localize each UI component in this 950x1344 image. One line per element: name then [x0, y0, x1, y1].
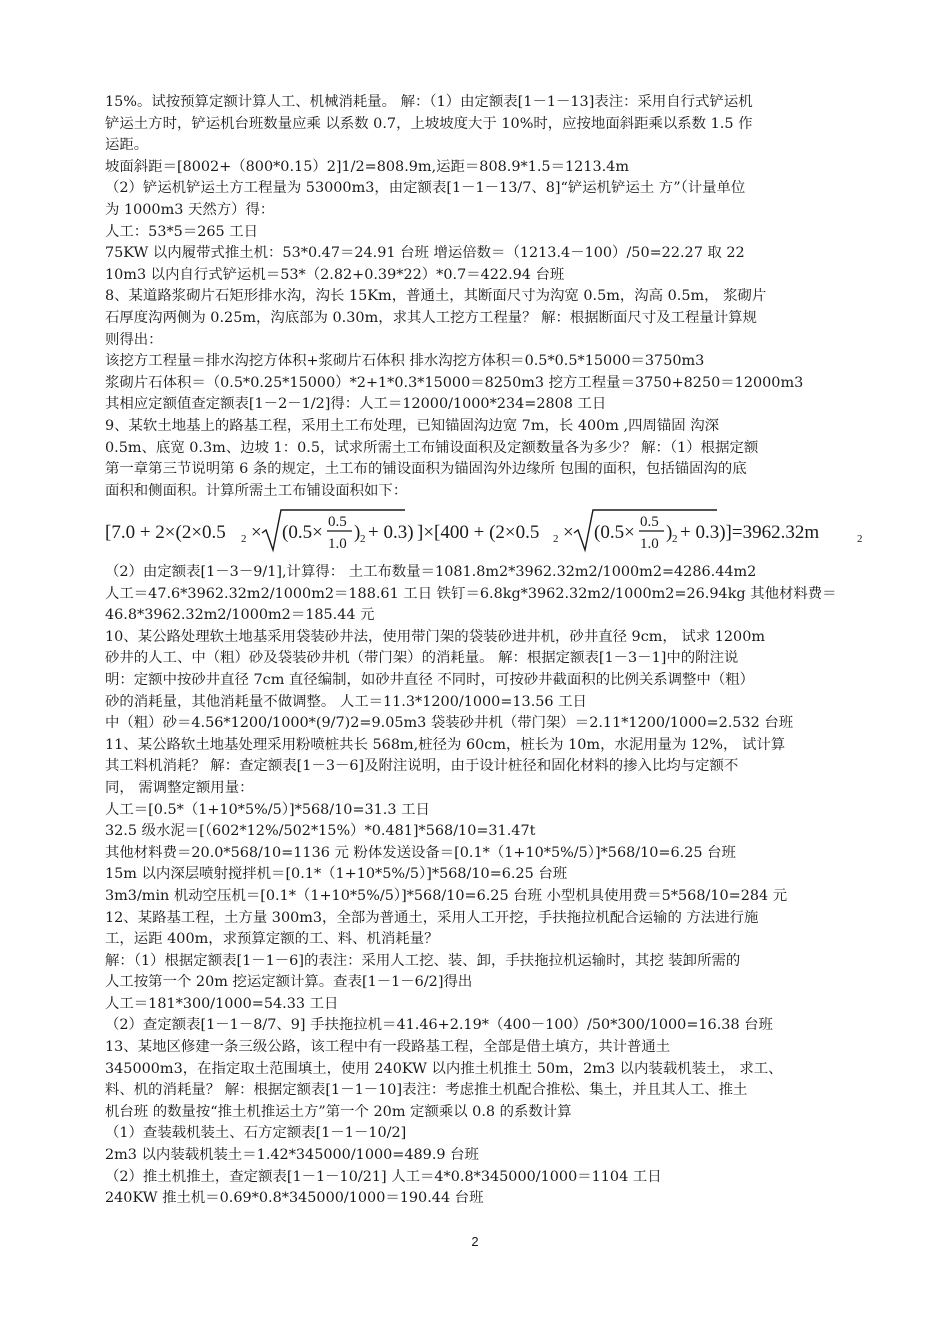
text-line: 12、某路基工程，土方量 300m3，全部为普通土，采用人工开挖，手扶拖拉机配合运输的 方法进行施: [105, 909, 759, 926]
text-line: 为 1000m3 天然方）得：: [105, 201, 275, 218]
svg-text:2: 2: [857, 533, 863, 545]
svg-text:0.5: 0.5: [640, 514, 659, 530]
svg-text:[7.0 + 2×(2×0.5: [7.0 + 2×(2×0.5: [105, 522, 226, 543]
svg-text:2: 2: [241, 533, 247, 545]
svg-text:+ 0.3)]=3962.32m: + 0.3)]=3962.32m: [680, 522, 820, 543]
text-line: 13、某地区修建一条三级公路，该工程中有一段路基工程，全部是借土填方，共计普通土: [105, 1039, 671, 1056]
text-line: 砂的消耗量，其他消耗量不做调整。 人工＝11.3*1200/1000=13.56 工日: [105, 693, 587, 710]
text-line: 中（粗）砂＝4.56*1200/1000*(9/7)2=9.05m3 袋装砂井机（带门架）＝2.11*1200/1000=2.532 台班: [105, 715, 794, 732]
svg-text:): ): [354, 522, 361, 543]
svg-text:×: ×: [563, 522, 574, 543]
text-line: 解：（1）根据定额表[1－1－6]的表注：采用人工挖、装、卸，手扶拖拉机运输时，其挖 装卸所需的: [105, 952, 741, 969]
text-line: 人工＝47.6*3962.32m2/1000m2＝188.61 工日 铁钉＝6.8kg*3962.32m2/1000m2=26.94kg 其他材料费＝: [105, 585, 837, 602]
text-line: 8、某道路浆砌片石矩形排水沟，沟长 15Km，普通土，其断面尺寸为沟宽 0.5m，沟高 0.5m， 浆砌片: [105, 288, 767, 305]
text-line: 9、某软土地基上的路基工程，采用土工布处理，已知锚固沟边宽 7m，长 400m ,四周锚固 沟深: [105, 417, 720, 434]
text-line: 345000m3，在指定取土范围填土，使用 240KW 以内推土机推土 50m，2m3 以内装载机装土， 求工、: [105, 1060, 783, 1077]
text-line: 0.5m、底宽 0.3m、边坡 1：0.5，试求所需土工布铺设面积及定额数量各为多少？ 解：（1）根据定额: [105, 439, 759, 456]
svg-text:0.5: 0.5: [328, 514, 347, 530]
svg-text:): ): [666, 522, 673, 543]
page-number: 2: [471, 1234, 479, 1249]
text-line: 人工：53*5＝265 工日: [105, 223, 259, 240]
text-line: 其他材料费＝20.0*568/10=1136 元 粉体发送设备＝[0.1*（1+10*5%/5）]*568/10=6.25 台班: [105, 844, 736, 861]
text-line: （2）推土机推土，查定额表[1－1－10/21] 人工＝4*0.8*345000/1000＝1104 工日: [105, 1168, 662, 1185]
text-line: 坡面斜距＝[8002+（800*0.15）2]1/2=808.9m,运距＝808.9*1.5＝1213.4m: [105, 158, 629, 175]
text-line: 运距。: [105, 137, 149, 154]
text-line: 料、机的消耗量？ 解：根据定额表[1－1－10]表注：考虑推土机配合推松、集土，并且其人工、推土: [105, 1082, 748, 1099]
text-line: 同， 需调整定额用量：: [105, 779, 254, 796]
text-line: 10m3 以内自行式铲运机＝53*（2.82+0.39*22）*0.7＝422.94 台班: [105, 266, 565, 283]
svg-text:2: 2: [553, 533, 559, 545]
text-line: 240KW 推土机＝0.69*0.8*345000/1000＝190.44 台班: [105, 1190, 484, 1207]
text-line: 其相应定额值查定额表[1－2－1/2]得：人工＝12000/1000*234=2808 工日: [105, 396, 607, 413]
text-line: （2）铲运机铲运土方工程量为 53000m3，由定额表[1－1－13/7、8]“铲运机铲运土 方”（计量单位: [105, 180, 746, 197]
area-formula: [105, 506, 875, 556]
body-text-upper: [105, 92, 867, 502]
svg-text:2: 2: [672, 533, 678, 545]
text-line: 砂井的人工、中（粗）砂及袋装砂井机（带门架）的消耗量。 解：根据定额表[1－3－1]中的附注说: [105, 650, 739, 667]
text-line: 第一章第三节说明第 6 条的规定，土工布的铺设面积为锚固沟外边缘所 包围的面积，包括锚固沟的底: [105, 461, 747, 478]
text-line: 3m3/min 机动空压机＝[0.1*（1+10*5%/5）]*568/10=6.25 台班 小型机具使用费＝5*568/10=284 元: [105, 887, 788, 904]
text-line: 人工＝[0.5*（1+10*5%/5）]*568/10=31.3 工日: [105, 801, 430, 818]
svg-text:×: ×: [251, 522, 262, 543]
svg-text:(0.5×: (0.5×: [282, 522, 323, 543]
text-line: 15m 以内深层喷射搅拌机＝[0.1*（1+10*5%/5）]*568/10=6.25 台班: [105, 866, 568, 883]
text-line: （2）由定额表[1－3－9/1],计算得： 土工布数量＝1081.8m2*3962.32m2/1000m2=4286.44m2: [105, 564, 757, 580]
text-line: （1）查装载机装土、石方定额表[1－1－10/2]: [105, 1125, 407, 1142]
text-line: 其工料机消耗？ 解：查定额表[1－3－6]及附注说明，由于设计桩径和固化材料的掺入比均与定额不: [105, 758, 739, 775]
svg-text:(0.5×: (0.5×: [594, 522, 635, 543]
text-line: 面积和侧面积。计算所需土工布铺设面积如下：: [105, 482, 408, 499]
text-line: 明：定额中按砂井直径 7cm 直径编制，如砂井直径 不同时，可按砂井截面积的比例关系调整中（粗）: [105, 671, 754, 688]
text-line: 10、某公路处理软土地基采用袋装砂井法，使用带门架的袋装砂进井机，砂井直径 9cm， 试求 1200m: [105, 628, 766, 645]
text-line: 人工按第一个 20m 挖运定额计算。查表[1－1－6/2]得出: [105, 974, 473, 991]
svg-text:2: 2: [360, 533, 366, 545]
text-line: 石厚度沟两侧为 0.25m，沟底部为 0.30m，求其人工挖方工程量？ 解：根据断面尺寸及工程量计算规: [105, 309, 757, 326]
text-line: 11、某公路软土地基处理采用粉喷桩共长 568m,桩径为 60cm，桩长为 10m，水泥用量为 12%， 试计算: [105, 736, 786, 753]
text-line: 浆砌片石体积＝（0.5*0.25*15000）*2+1*0.3*15000＝8250m3 挖方工程量＝3750+8250＝12000m3: [105, 374, 804, 391]
text-line: 32.5 级水泥＝[（602*12%/502*15%）*0.481]*568/10=31.47t: [105, 823, 536, 840]
text-line: 75KW 以内履带式推土机：53*0.47＝24.91 台班 增运倍数＝（1213.4－100）/50=22.27 取 22: [105, 245, 745, 262]
text-line: 人工＝181*300/1000=54.33 工日: [105, 995, 339, 1012]
svg-text:+ 0.3): + 0.3): [368, 522, 414, 543]
text-line: 铲运土方时，铲运机台班数量应乘 以系数 0.7，上坡坡度大于 10%时，应按地面斜距乘以系数 1.5 作: [105, 115, 753, 132]
text-line: 机台班 的数量按“推土机推运土方”第一个 20m 定额乘以 0.8 的系数计算: [105, 1103, 572, 1120]
body-text-lower: [105, 562, 867, 1210]
text-line: 2m3 以内装载机装土＝1.42*345000/1000=489.9 台班: [105, 1147, 479, 1164]
text-line: 则得出：: [105, 331, 163, 348]
text-line: 46.8*3962.32m2/1000m2＝185.44 元: [105, 607, 375, 624]
svg-text:1.0: 1.0: [328, 536, 347, 552]
text-line: 工，运距 400m，求预算定额的工、料、机消耗量？: [105, 931, 439, 948]
svg-text:1.0: 1.0: [640, 536, 659, 552]
text-line: （2）查定额表[1－1－8/7、9] 手扶拖拉机＝41.46+2.19*（400－100）/50*300/1000=16.38 台班: [105, 1017, 773, 1034]
text-line: 该挖方工程量＝排水沟挖方体积+浆砌片石体积 排水沟挖方体积＝0.5*0.5*15000＝3750m3: [105, 353, 705, 370]
svg-text:]×[400 + (2×0.5: ]×[400 + (2×0.5: [417, 522, 540, 543]
text-line: 15%。试按预算定额计算人工、机械消耗量。 解：（1）由定额表[1－1－13]表注：采用自行式铲运机: [105, 94, 753, 110]
